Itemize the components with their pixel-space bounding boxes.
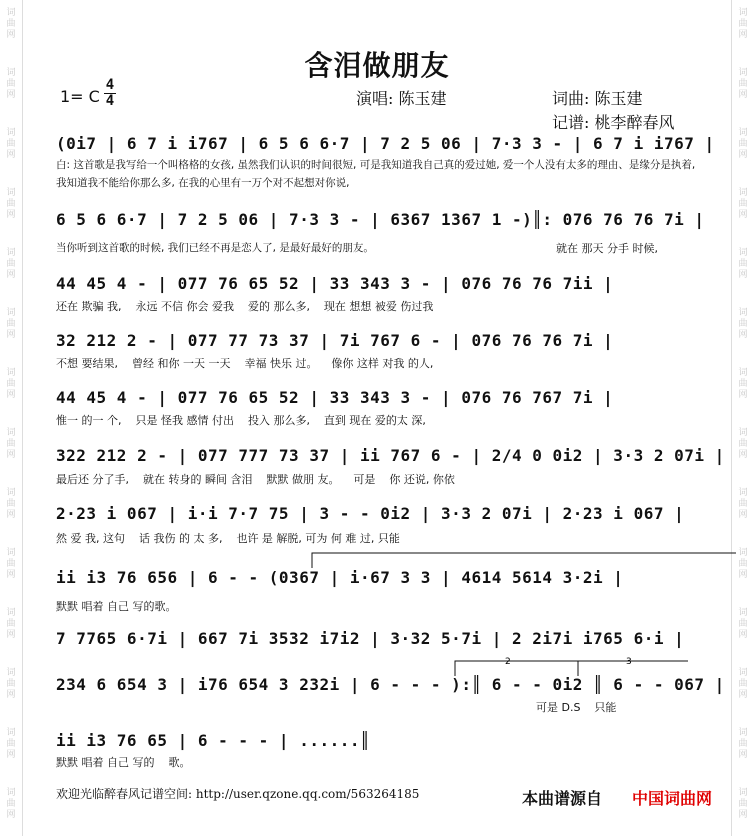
watermark-char: 网 (6, 690, 16, 700)
watermark-char: 词 (738, 728, 748, 738)
narration-text-2: 当你听到这首歌的时候, 我们已经不再是恋人了, 是最好最好的朋友。 (56, 242, 374, 254)
watermark-char: 网 (738, 750, 748, 760)
watermark-char: 词 (738, 788, 748, 798)
watermark-char: 词 (6, 188, 16, 198)
watermark-char: 曲 (6, 499, 16, 509)
watermark-char: 词 (738, 68, 748, 78)
watermark-char: 网 (6, 90, 16, 100)
volta-1-line (455, 661, 580, 676)
watermark-char: 曲 (6, 19, 16, 29)
lyric-row-3: 还在 欺骗 我, 永远 不信 你会 爱我 爱的 那么多, 现在 想想 被爱 伤过我 (56, 300, 434, 313)
watermark-char: 词 (738, 128, 748, 138)
watermark-char: 曲 (738, 19, 748, 29)
watermark-char: 曲 (6, 199, 16, 209)
volta-1-number: 2 (505, 657, 511, 667)
watermark-char: 曲 (738, 799, 748, 809)
watermark-char: 网 (6, 390, 16, 400)
transcriber-credit: 记谱: 桃李醉春风 (552, 113, 675, 132)
watermark-char: 词 (738, 608, 748, 618)
watermark-char: 网 (6, 570, 16, 580)
watermark-char: 曲 (6, 139, 16, 149)
score-row-11: ii i3 76 65 | 6 - - - | ......║ (56, 731, 371, 750)
lyric-row-8: 默默 唱着 自己 写的歌。 (56, 600, 177, 613)
watermark-char: 曲 (738, 559, 748, 569)
watermark-char: 网 (738, 210, 748, 220)
lyricist-credit: 词曲: 陈玉建 (552, 89, 643, 108)
song-title: 含泪做朋友 (304, 49, 450, 82)
singer-credit: 演唱: 陈玉建 (356, 89, 447, 108)
watermark-char: 词 (6, 368, 16, 378)
score-row-6: 322 212 2 - | 077 777 73 37 | ii 767 6 - | 2/4 0 0i2 | 3·3 2 07i | (56, 446, 725, 465)
watermark-char: 网 (738, 30, 748, 40)
watermark-char: 网 (738, 390, 748, 400)
watermark-char: 词 (738, 308, 748, 318)
watermark-char: 曲 (738, 619, 748, 629)
watermark-char: 曲 (738, 499, 748, 509)
lyric-row-10: 可是 D.S 只能 (536, 701, 617, 714)
watermark-char: 曲 (6, 439, 16, 449)
watermark-char: 网 (6, 750, 16, 760)
score-row-2: 6 5 6 6·7 | 7 2 5 06 | 7·3 3 - | 6367 1367 1 -)║: 076 76 76 7i | (56, 210, 705, 229)
watermark-char: 曲 (738, 259, 748, 269)
watermark-char: 网 (6, 510, 16, 520)
watermark-char: 曲 (738, 199, 748, 209)
time-sig-bottom: 4 (105, 93, 115, 109)
watermark-char: 网 (738, 510, 748, 520)
watermark-char: 曲 (6, 799, 16, 809)
watermark-char: 曲 (738, 379, 748, 389)
watermark-char: 曲 (6, 619, 16, 629)
watermark-char: 网 (738, 570, 748, 580)
source-label: 本曲谱源自 (522, 789, 603, 808)
watermark-char: 词 (6, 608, 16, 618)
watermark-char: 词 (738, 668, 748, 678)
score-row-1: (0i7 | 6 7 i i767 | 6 5 6 6·7 | 7 2 5 06 | 7·3 3 - | 6 7 i i767 | (56, 134, 715, 153)
watermark-char: 词 (738, 428, 748, 438)
narration-text: 白: 这首歌是我写给一个叫格格的女孩, 虽然我们认识的时间很短, 可是我知道我自己真的爱过她, 爱一个人没有太多的理由、是缘分是执着, 我知道我不能给你那么多, 在我的心里有一万个对不起想对你说, (56, 159, 696, 189)
lyric-row-4: 不想 要结果, 曾经 和你 一天 一天 幸福 快乐 过。 像你 这样 对我 的人, (56, 357, 434, 370)
watermark-char: 曲 (6, 319, 16, 329)
watermark-char: 网 (738, 690, 748, 700)
watermark-char: 词 (6, 308, 16, 318)
watermark-char: 曲 (738, 319, 748, 329)
watermark-char: 词 (738, 248, 748, 258)
watermark-char: 词 (738, 548, 748, 558)
watermark-char: 曲 (6, 679, 16, 689)
watermark-char: 词 (6, 8, 16, 18)
score-row-3: 44 45 4 - | 077 76 65 52 | 33 343 3 - | 076 76 76 7ii | (56, 274, 614, 293)
watermark-char: 词 (738, 188, 748, 198)
watermark-char: 网 (738, 270, 748, 280)
score-row-8: ii i3 76 656 | 6 - - (0367 | i·67 3 3 | 4614 5614 3·2i | (56, 568, 624, 587)
watermark-char: 网 (738, 630, 748, 640)
watermark-char: 曲 (6, 79, 16, 89)
watermark-char: 曲 (6, 379, 16, 389)
watermark-char: 曲 (738, 139, 748, 149)
watermark-char: 网 (6, 150, 16, 160)
watermark-char: 网 (738, 450, 748, 460)
watermark-char: 网 (6, 810, 16, 820)
watermark-char: 词 (6, 248, 16, 258)
watermark-char: 网 (738, 330, 748, 340)
lyric-row-6: 最后还 分了手, 就在 转身的 瞬间 含泪 默默 做朋 友。 可是 你 还说, 你依 (56, 473, 455, 486)
key-signature: 1= C (60, 87, 100, 106)
lyric-row-11: 默默 唱着 自己 写的 歌。 (56, 756, 191, 769)
watermark-char: 曲 (738, 739, 748, 749)
watermark-char: 网 (6, 210, 16, 220)
volta-2-line (578, 661, 688, 676)
watermark-char: 词 (6, 488, 16, 498)
score-row-4: 32 212 2 - | 077 77 73 37 | 7i 767 6 - | 076 76 76 7i | (56, 331, 614, 350)
watermark-char: 词 (6, 68, 16, 78)
lyric-row-7: 然 爱 我, 这句 话 我伤 的 太 多, 也许 是 解脱, 可为 何 难 过, 只能 (56, 532, 400, 545)
watermark-char: 网 (738, 810, 748, 820)
watermark-char: 曲 (738, 439, 748, 449)
time-sig-top: 4 (105, 77, 115, 93)
watermark-char: 网 (6, 450, 16, 460)
watermark-char: 词 (6, 548, 16, 558)
lyric-row-2: 就在 那天 分手 时候, (556, 242, 658, 255)
watermark-char: 网 (6, 30, 16, 40)
watermark-char: 曲 (6, 559, 16, 569)
source-site[interactable]: 中国词曲网 (632, 789, 713, 808)
watermark-char: 网 (738, 90, 748, 100)
watermark-char: 词 (6, 428, 16, 438)
score-row-5: 44 45 4 - | 077 76 65 52 | 33 343 3 - | 076 76 767 7i | (56, 388, 614, 407)
watermark-char: 曲 (738, 679, 748, 689)
volta-2-number: 3 (626, 657, 632, 667)
watermark-char: 曲 (738, 79, 748, 89)
watermark-char: 网 (6, 630, 16, 640)
watermark-char: 网 (6, 330, 16, 340)
score-row-7: 2·23 i 067 | i·i 7·7 75 | 3 - - 0i2 | 3·3 2 07i | 2·23 i 067 | (56, 504, 685, 523)
watermark-char: 词 (6, 668, 16, 678)
volta-0-line (312, 553, 736, 568)
watermark-char: 词 (738, 368, 748, 378)
score-row-9: 7 7765 6·7i | 667 7i 3532 i7i2 | 3·32 5·7i | 2 2i7i i765 6·i | (56, 629, 685, 648)
footer-credit: 欢迎光临醉春风记谱空间: http://user.qzone.qq.com/563264185 (56, 787, 420, 801)
watermark-char: 词 (6, 728, 16, 738)
watermark-char: 曲 (6, 739, 16, 749)
watermark-char: 曲 (6, 259, 16, 269)
watermark-char: 词 (738, 8, 748, 18)
watermark-char: 词 (738, 488, 748, 498)
watermark-char: 词 (6, 788, 16, 798)
watermark-char: 网 (738, 150, 748, 160)
watermark-char: 网 (6, 270, 16, 280)
score-row-10: 234 6 654 3 | i76 654 3 232i | 6 - - - ):║ 6 - - 0i2 ║ 6 - - 067 | (56, 675, 725, 694)
lyric-row-5: 惟一 的一 个, 只是 怪我 感情 付出 投入 那么多, 直到 现在 爱的太 深, (56, 414, 426, 427)
watermark-char: 词 (6, 128, 16, 138)
